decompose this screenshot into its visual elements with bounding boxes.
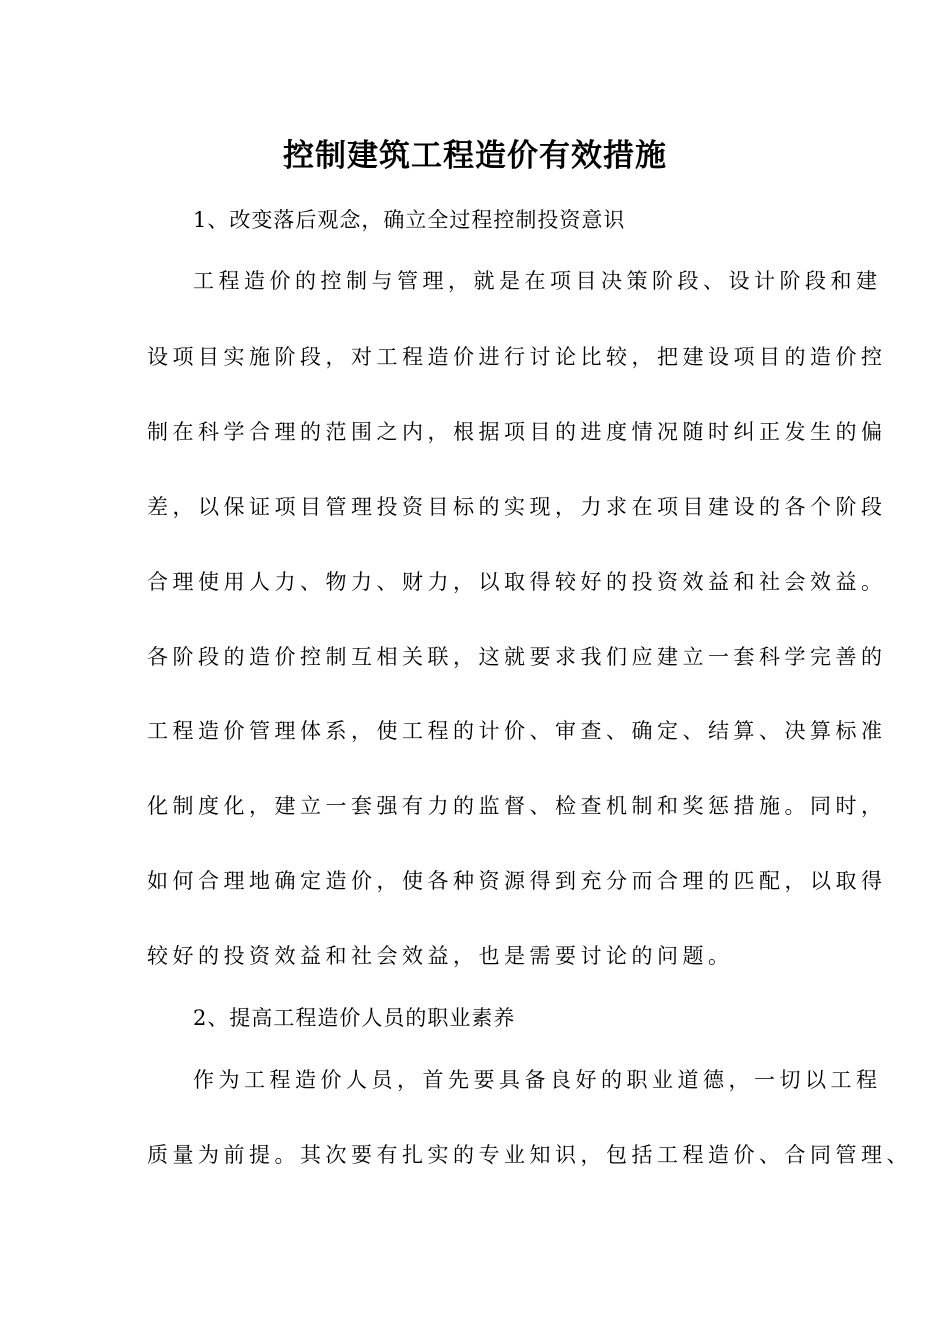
paragraph-line: 较好的投资效益和社会效益，也是需要讨论的问题。 — [147, 944, 734, 968]
paragraph-line: 差，以保证项目管理投资目标的实现，力求在项目建设的各个阶段 — [147, 495, 887, 519]
paragraph-line: 合理使用人力、物力、财力，以取得较好的投资效益和社会效益。 — [147, 570, 887, 594]
paragraph-line: 设项目实施阶段，对工程造价进行讨论比较，把建设项目的造价控 — [147, 345, 887, 369]
paragraph-line: 工程造价管理体系，使工程的计价、审查、确定、结算、决算标准 — [147, 719, 887, 743]
paragraph-line: 质量为前提。其次要有扎实的专业知识，包括工程造价、合同管理、 — [147, 1143, 912, 1167]
paragraph-line: 作为工程造价人员，首先要具备良好的职业道德，一切以工程 — [193, 1068, 882, 1092]
section-heading-1: 1、改变落后观念，确立全过程控制投资意识 — [193, 208, 626, 232]
paragraph-line: 各阶段的造价控制互相关联，这就要求我们应建立一套科学完善的 — [147, 645, 887, 669]
paragraph-line: 制在科学合理的范围之内，根据项目的进度情况随时纠正发生的偏 — [147, 420, 887, 444]
document-title: 控制建筑工程造价有效措施 — [283, 138, 667, 174]
paragraph-line: 化制度化，建立一套强有力的监督、检查机制和奖惩措施。同时， — [147, 794, 887, 818]
paragraph-line: 工程造价的控制与管理，就是在项目决策阶段、设计阶段和建 — [193, 269, 882, 293]
section-heading-2: 2、提高工程造价人员的职业素养 — [193, 1006, 516, 1030]
paragraph-line: 如何合理地确定造价，使各种资源得到充分而合理的匹配，以取得 — [147, 869, 887, 893]
